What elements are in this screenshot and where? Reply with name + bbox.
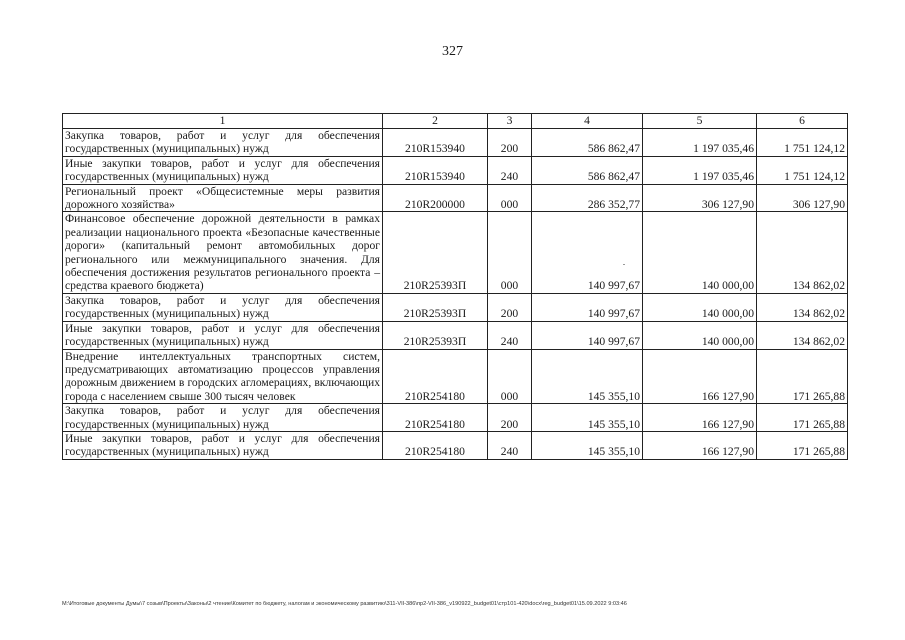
- row-description: Закупка товаров, работ и услуг для обеспечения государственных (муниципальных) нужд: [63, 293, 383, 321]
- row-amount-col6: 306 127,90: [757, 184, 848, 212]
- row-target-code: 210R153940: [383, 156, 488, 184]
- row-amount-col6: 171 265,88: [757, 431, 848, 459]
- column-header-5: 5: [643, 114, 757, 129]
- row-expense-type: 200: [488, 129, 532, 157]
- row-expense-type: 200: [488, 404, 532, 432]
- row-amount-col5: 166 127,90: [643, 404, 757, 432]
- row-amount-col4: 140 997,67: [532, 321, 643, 349]
- row-expense-type: 000: [488, 349, 532, 404]
- row-expense-type: 240: [488, 156, 532, 184]
- row-description: Иные закупки товаров, работ и услуг для обеспечения государственных (муниципальных) нужд: [63, 321, 383, 349]
- table-row: [63, 156, 848, 184]
- row-amount-col4: 145 355,10: [532, 349, 643, 404]
- table-row: [63, 321, 848, 349]
- file-path-footer: M:\Итоговые документы Думы\7 созыв\Проекты\Законы\2 чтение\Комитет по бюджету, налогам и экономическому развитию\311-VII-386\пр2-VII-386_v190922_budget01\стр101-420\docx\reg_budget01\15.09.2022 9:03:46: [62, 601, 627, 607]
- row-amount-col6: 171 265,88: [757, 349, 848, 404]
- row-amount-col6: 1 751 124,12: [757, 129, 848, 157]
- table-row: [63, 212, 848, 293]
- row-description: Финансовое обеспечение дорожной деятельности в рамках реализации национального проекта «Безопасные качественные дороги» (капитальный ремонт автомобильных дорог регионального или межмуниципального значения. Для обеспечения достижения результатов регионального проекта – средства краевого бюджета): [63, 212, 383, 293]
- row-amount-col6: 134 862,02: [757, 321, 848, 349]
- table-row: [63, 129, 848, 157]
- row-amount-col5: 166 127,90: [643, 431, 757, 459]
- row-expense-type: 240: [488, 321, 532, 349]
- row-target-code: 210R153940: [383, 129, 488, 157]
- table-row: [63, 404, 848, 432]
- row-amount-col4: 140 997,67: [532, 212, 643, 293]
- row-amount-col6: 134 862,02: [757, 293, 848, 321]
- row-expense-type: 240: [488, 431, 532, 459]
- row-amount-col6: 134 862,02: [757, 212, 848, 293]
- row-description: Внедрение интеллектуальных транспортных систем, предусматривающих автоматизацию процессов управления дорожным движением в городских агломерациях, включающих города с населением свыше 300 тысяч человек: [63, 349, 383, 404]
- row-target-code: 210R200000: [383, 184, 488, 212]
- row-amount-col4: 145 355,10: [532, 431, 643, 459]
- row-amount-col4: 586 862,47: [532, 156, 643, 184]
- row-target-code: 210R254180: [383, 431, 488, 459]
- row-expense-type: 000: [488, 184, 532, 212]
- row-expense-type: 000: [488, 212, 532, 293]
- row-amount-col5: 140 000,00: [643, 293, 757, 321]
- budget-table: [62, 113, 848, 460]
- row-amount-col5: 1 197 035,46: [643, 129, 757, 157]
- row-target-code: 210R25393П: [383, 293, 488, 321]
- row-amount-col5: 306 127,90: [643, 184, 757, 212]
- column-header-2: 2: [383, 114, 488, 129]
- row-amount-col4: 145 355,10: [532, 404, 643, 432]
- row-target-code: 210R25393П: [383, 212, 488, 293]
- column-header-1: 1: [63, 114, 383, 129]
- page-number: 327: [442, 44, 463, 59]
- row-amount-col5: 166 127,90: [643, 349, 757, 404]
- table-row: [63, 293, 848, 321]
- row-expense-type: 200: [488, 293, 532, 321]
- row-description: Иные закупки товаров, работ и услуг для обеспечения государственных (муниципальных) нужд: [63, 431, 383, 459]
- row-target-code: 210R25393П: [383, 321, 488, 349]
- table-row: [63, 431, 848, 459]
- row-target-code: 210R254180: [383, 349, 488, 404]
- row-amount-col5: 1 197 035,46: [643, 156, 757, 184]
- row-amount-col6: 1 751 124,12: [757, 156, 848, 184]
- row-description: Закупка товаров, работ и услуг для обеспечения государственных (муниципальных) нужд: [63, 404, 383, 432]
- table-header-row: [63, 114, 848, 129]
- row-amount-col6: 171 265,88: [757, 404, 848, 432]
- row-description: Иные закупки товаров, работ и услуг для обеспечения государственных (муниципальных) нужд: [63, 156, 383, 184]
- row-description: Региональный проект «Общесистемные меры развития дорожного хозяйства»: [63, 184, 383, 212]
- row-amount-col4: 286 352,77: [532, 184, 643, 212]
- row-target-code: 210R254180: [383, 404, 488, 432]
- column-header-4: 4: [532, 114, 643, 129]
- column-header-6: 6: [757, 114, 848, 129]
- row-amount-col5: 140 000,00: [643, 321, 757, 349]
- table-row: [63, 184, 848, 212]
- scan-speck: [623, 264, 625, 265]
- row-amount-col4: 586 862,47: [532, 129, 643, 157]
- column-header-3: 3: [488, 114, 532, 129]
- row-amount-col5: 140 000,00: [643, 212, 757, 293]
- table-row: [63, 349, 848, 404]
- row-description: Закупка товаров, работ и услуг для обеспечения государственных (муниципальных) нужд: [63, 129, 383, 157]
- row-amount-col4: 140 997,67: [532, 293, 643, 321]
